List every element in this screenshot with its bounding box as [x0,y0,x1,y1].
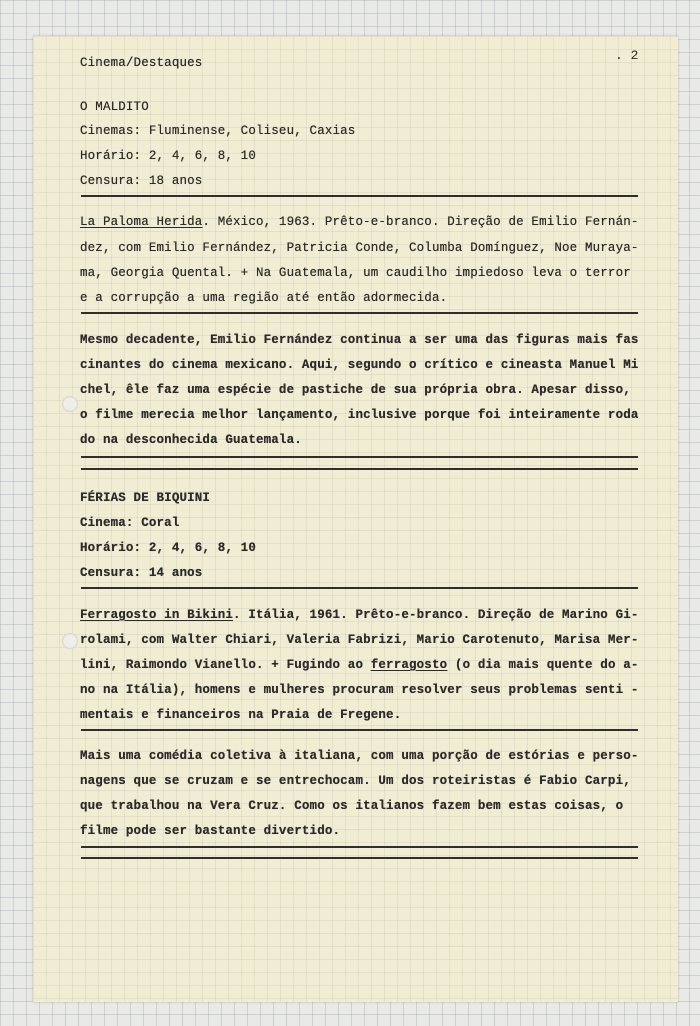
review-line: filme pode ser bastante divertido. [80,824,341,838]
divider-rule [81,456,638,458]
synopsis-line [80,608,639,622]
review-line: chel, êle faz uma espécie de pastiche de sua própria obra. Apesar disso, [80,383,631,397]
synopsis-text: lini, Raimondo Vianello. + Fugindo ao [80,658,371,672]
original-title: Ferragosto in Bikini [80,608,234,622]
synopsis-line: dez, com Emilio Fernández, Patricia Conde, Columba Domínguez, Noe Muraya- [80,241,639,255]
divider-rule [81,846,638,848]
synopsis-text: . Itália, 1961. Prêto-e-branco. Direção de Marino Gi- [233,608,639,622]
synopsis-line: no na Itália), homens e mulheres procuram resolver seus problemas senti - [80,683,639,697]
divider-rule [81,312,638,314]
synopsis-text: . México, 1963. Prêto-e-branco. Direção de Emilio Fernán- [202,215,639,229]
page-number: . 2 [615,48,639,63]
film-showtimes: Horário: 2, 4, 6, 8, 10 [80,149,256,163]
review-line: Mais uma comédia coletiva à italiana, com uma porção de estórias e perso- [80,749,639,763]
film-title: O MALDITO [80,100,149,114]
synopsis-line [80,658,639,672]
synopsis-line: mentais e financeiros na Praia de Fregene. [80,708,402,722]
divider-rule [81,729,638,731]
synopsis-line: rolami, com Walter Chiari, Valeria Fabrizi, Mario Carotenuto, Marisa Mer- [80,633,639,647]
synopsis-line: e a corrupção a uma região até então adormecida. [80,291,448,305]
review-line: que trabalhou na Vera Cruz. Como os italianos fazem bem estas coisas, o [80,799,624,813]
punch-hole [62,633,78,649]
synopsis-text: (o dia mais quente do a- [447,658,639,672]
review-line: cinantes do cinema mexicano. Aqui, segundo o crítico e cineasta Manuel Mi [80,358,639,372]
synopsis-line [80,215,639,229]
divider-rule [81,857,638,859]
original-title: La Paloma Herida [80,215,203,229]
typewritten-page [33,36,678,1002]
section-header: Cinema/Destaques [80,56,203,70]
synopsis-line: ma, Georgia Quental. + Na Guatemala, um caudilho impiedoso leva o terror [80,266,631,280]
review-line: nagens que se cruzam e se entrechocam. Um dos roteiristas é Fabio Carpi, [80,774,631,788]
film-cinemas: Cinema: Coral [80,516,180,530]
divider-rule [81,468,638,470]
punch-hole [62,396,78,412]
italic-term: ferragosto [370,658,448,672]
film-rating: Censura: 14 anos [80,566,203,580]
review-line: Mesmo decadente, Emilio Fernández continua a ser uma das figuras mais fas [80,333,639,347]
review-line: o filme merecia melhor lançamento, inclusive porque foi inteiramente roda [80,408,639,422]
film-rating: Censura: 18 anos [80,174,203,188]
review-line: do na desconhecida Guatemala. [80,433,302,447]
film-title: FÉRIAS DE BIQUINI [80,491,211,505]
divider-rule [81,195,638,197]
divider-rule [81,587,638,589]
film-cinemas: Cinemas: Fluminense, Coliseu, Caxias [80,124,356,138]
film-showtimes: Horário: 2, 4, 6, 8, 10 [80,541,256,555]
